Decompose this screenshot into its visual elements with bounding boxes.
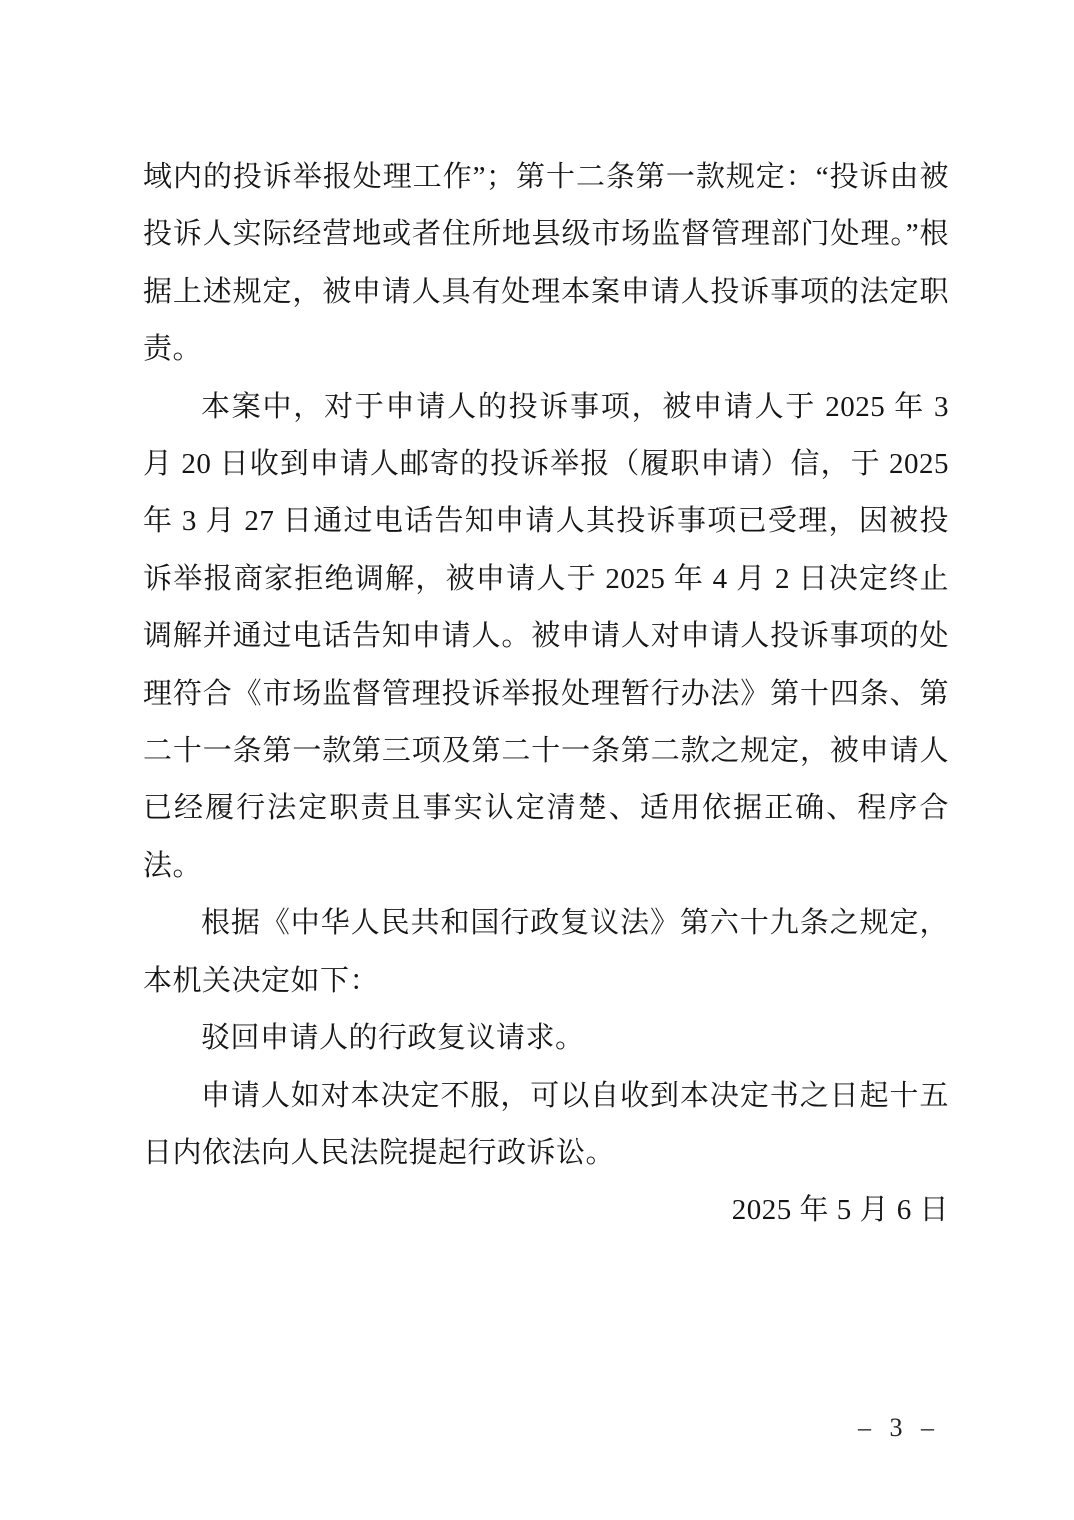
- decision-date: 2025 年 5 月 6 日: [731, 1194, 949, 1227]
- document-body: [143, 149, 949, 1240]
- paragraph-case-facts: 本案中，对于申请人的投诉事项，被申请人于 2025 年 3 月 20 日收到申请人邮寄的投诉举报（履职申请）信，于 2025 年 3 月 27 日通过电话告知申请人其投诉事项已受理，因被投诉举报商家拒绝调解，被申请人于 2025 年 4 月 2 日决定终止调解并通过电话告知申请人。被申请人对申请人投诉事项的处理符合《市场监督管理投诉举报处理暂行办法》第十四条、第二十一条第一款第三项及第二十一条第二款之规定，被申请人已经履行法定职责且事实认定清楚、适用依据正确、程序合法。: [143, 390, 949, 882]
- paragraph-decision: 驳回申请人的行政复议请求。: [201, 1022, 585, 1055]
- paragraph-appeal-rights: 申请人如对本决定不服，可以自收到本决定书之日起十五日内依法向人民法院提起行政诉讼。: [143, 1079, 949, 1169]
- page-number: – 3 –: [858, 1413, 940, 1442]
- paragraph-continuation: 域内的投诉举报处理工作”；第十二条第一款规定：“投诉由被投诉人实际经营地或者住所地县级市场监督管理部门处理。”根据上述规定，被申请人具有处理本案申请人投诉事项的法定职责。: [143, 161, 949, 366]
- paragraph-legal-basis: 根据《中华人民共和国行政复议法》第六十九条之规定，本机关决定如下：: [143, 907, 949, 997]
